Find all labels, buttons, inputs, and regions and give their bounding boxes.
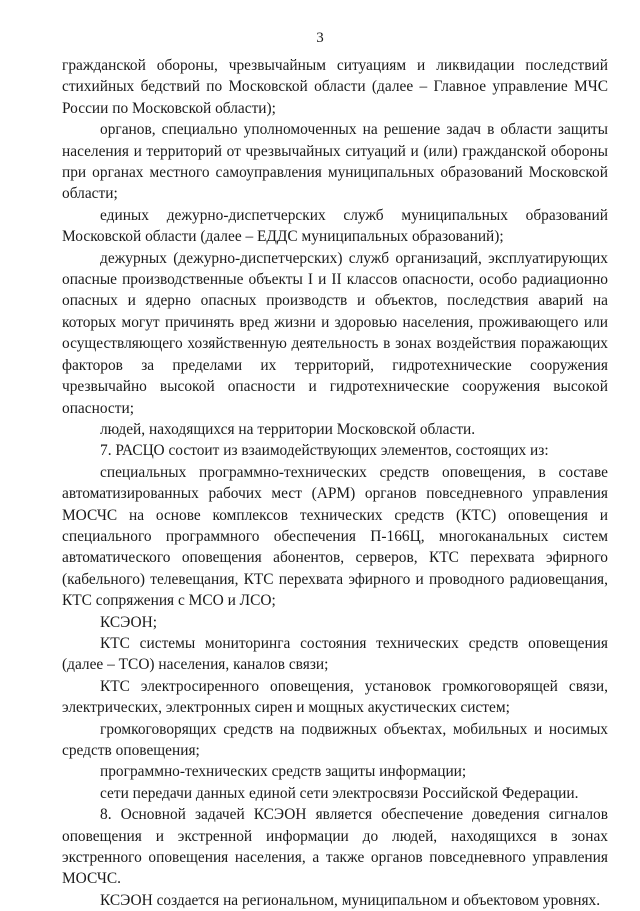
paragraph: громкоговорящих средств на подвижных объектах, мобильных и носимых средств оповещения; — [62, 720, 608, 759]
paragraph: гражданской обороны, чрезвычайным ситуациям и ликвидации последствий стихийных бедствий по Московской области (далее – Главное управление МЧС России по Московской области); — [62, 57, 608, 117]
paragraph: дежурных (дежурно-диспетчерских) служб организаций, эксплуатирующих опасные производственные объекты I и II классов опасности, особо радиационно опасных и ядерно опасных производств и объектов, последствия аварий на которых могут причинять вред жизни и здоровью населения, проживающего или осуществляющего хозяйственную деятельность в зонах воздействия поражающих факторов за пределами их территорий, гидротехнические сооружения чрезвычайно высокой опасности и гидротехнические сооружения высокой опасности; — [62, 249, 608, 417]
paragraph: КСЭОН; — [100, 613, 158, 631]
section-heading-7: 7. РАСЦО состоит из взаимодействующих элементов, состоящих из: — [100, 442, 549, 460]
section-heading-8: 8. Основной задачей КСЭОН является обеспечение доведения сигналов оповещения и экстренной информации до людей, находящихся в зонах экстренного оповещения населения, а также органов повседневного управления МОСЧС. — [62, 806, 608, 888]
paragraph: сети передачи данных единой сети электросвязи Российской Федерации. — [100, 784, 579, 802]
paragraph: органов, специально уполномоченных на решение задач в области защиты населения и территорий от чрезвычайных ситуаций и (или) гражданской обороны при органах местного самоуправления муниципальных образований Московской области; — [62, 121, 608, 203]
paragraph: КСЭОН создается на региональном, муниципальном и объектовом уровнях. — [100, 891, 601, 909]
page-number: 3 — [316, 30, 324, 46]
paragraph: специальных программно-технических средств оповещения, в составе автоматизированных рабочих мест (АРМ) органов повседневного управления МОСЧС на основе комплексов технических средств (КТС) оповещения и специального программного обеспечения П-166Ц, многоканальных систем автоматического оповещения абонентов, серверов, КТС перехвата эфирного (кабельного) телевещания, КТС перехвата эфирного и проводного радиовещания, КТС сопряжения с МСО и ЛСО; — [62, 463, 608, 610]
document-body — [62, 55, 608, 911]
paragraph: единых дежурно-диспетчерских служб муниципальных образований Московской области (далее – ЕДДС муниципальных образований); — [62, 206, 608, 246]
paragraph: людей, находящихся на территории Московской области. — [100, 420, 476, 438]
paragraph: КТС электросиренного оповещения, установок громкоговорящей связи, электрических, электронных сирен и мощных акустических систем; — [62, 677, 608, 717]
paragraph: программно-технических средств защиты информации; — [100, 763, 467, 781]
paragraph: КТС системы мониторинга состояния технических средств оповещения (далее – ТСО) населения, каналов связи; — [62, 634, 608, 674]
